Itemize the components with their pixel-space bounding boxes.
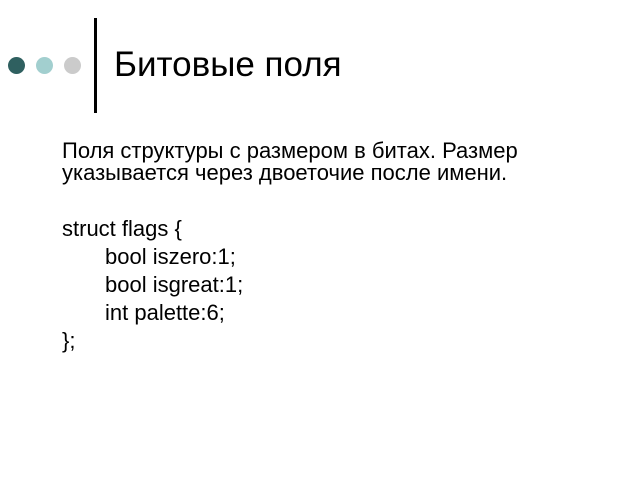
decorative-dot-light-teal-icon (36, 57, 53, 74)
decorative-dot-gray-icon (64, 57, 81, 74)
paragraph-line: указывается через двоеточие после имени. (62, 160, 508, 185)
code-line-field-isgreat: bool isgreat:1; (105, 272, 244, 297)
code-line-field-palette: int palette:6; (105, 300, 225, 325)
slide-body (62, 140, 518, 355)
paragraph-line: Поля структуры с размером в битах. Размер (62, 138, 518, 163)
code-line-field-iszero: bool iszero:1; (105, 244, 236, 269)
slide-title: Битовые поля (114, 45, 342, 84)
code-line-struct-close: }; (62, 328, 76, 353)
body-paragraph (62, 140, 518, 184)
code-block (62, 215, 518, 355)
title-divider-line (94, 18, 97, 113)
decorative-dot-dark-teal-icon (8, 57, 25, 74)
code-line-struct-open: struct flags { (62, 216, 182, 241)
